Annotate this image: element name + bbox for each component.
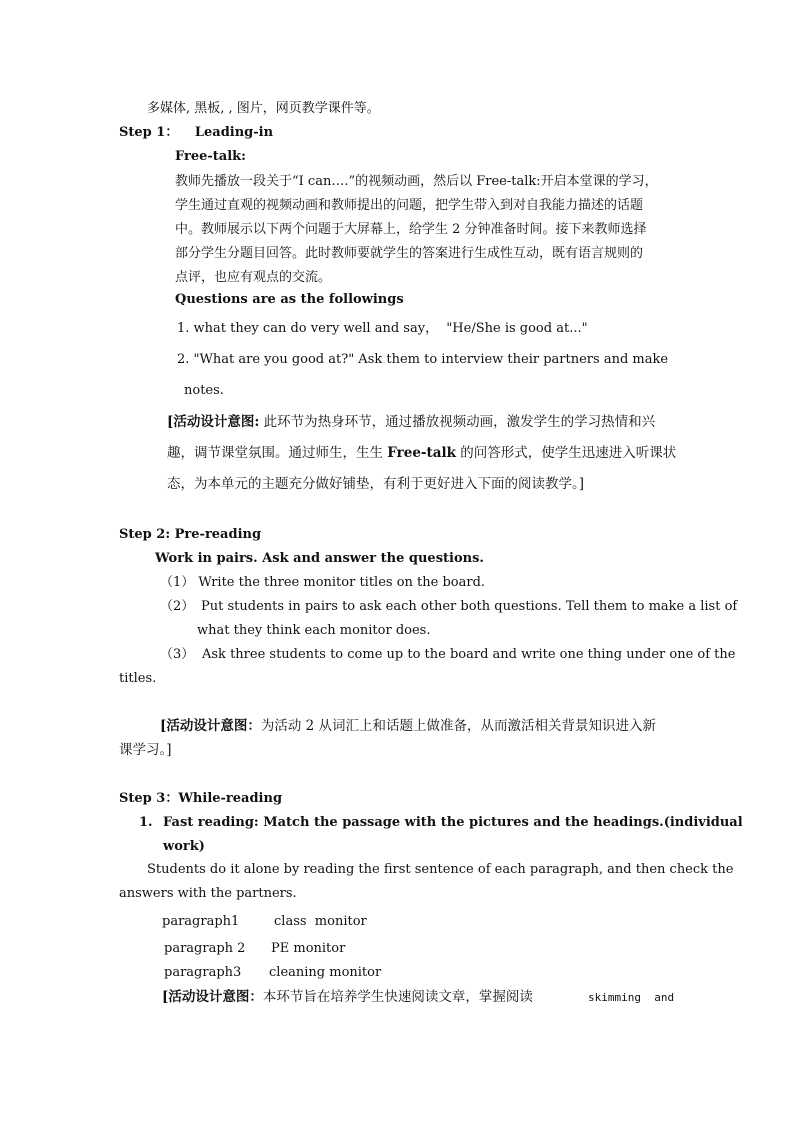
step3-desc-line-2: answers with the partners. [119, 886, 297, 901]
match-para-2: paragraph 2 [164, 941, 246, 956]
match-monitor-3: cleaning monitor [269, 965, 382, 980]
step1-intent-label: [活动设计意图: [167, 414, 260, 430]
step3-heading: Step 3：While-reading [119, 791, 283, 806]
questions-heading: Questions are as the followings [175, 292, 404, 307]
step1-intent-line-2: 趣，调节课堂氛围。通过师生，生生 Free-talk 的问答形式，使学生迅速进入听课状 [167, 445, 677, 461]
step2-subheading: Work in pairs. Ask and answer the questions. [155, 551, 484, 566]
step2-item-2-num: （2） [160, 599, 195, 614]
step1-para-line-3: 中。教师展示以下两个问题于大屏幕上，给学生 2 分钟准备时间。接下来教师选择 [175, 222, 647, 237]
step3-intent-line-1: [活动设计意图：本环节旨在培养学生快速阅读文章，掌握阅读 [162, 989, 533, 1005]
step2-intent-line-1: [活动设计意图：为活动 2 从词汇上和话题上做准备，从而激活相关背景知识进入新 [160, 718, 657, 734]
step1-para-line-1: 教师先播放一段关于“I can….”的视频动画，然后以 Free-talk:开启本堂课的学习， [175, 174, 658, 189]
free-talk-emphasis: Free-talk [387, 445, 457, 461]
step1-para-line-5: 点评，也应有观点的交流。 [175, 270, 332, 285]
step3-intent-mono: skimming and [588, 991, 675, 1004]
question-2-line-2: notes. [184, 383, 224, 398]
question-1: 1. what they can do very well and say， "He/She is good at..." [177, 321, 588, 336]
step2-item-1-num: （1） [160, 575, 195, 590]
step3-item-1-num: 1. [139, 815, 153, 830]
step1-intent-line-1: [活动设计意图: 此环节为热身环节，通过播放视频动画，激发学生的学习热情和兴 [167, 414, 656, 430]
step2-item-3-line-1: Ask three students to come up to the board and write one thing under one of the [202, 647, 736, 662]
step1-label: Step 1： [119, 125, 179, 140]
step1-heading [119, 125, 273, 141]
step2-item-1: （1） Write the three monitor titles on the board. [160, 575, 486, 590]
step3-item-1-line-2: work) [163, 839, 205, 854]
question-2-line-1: 2. "What are you good at?" Ask them to interview their partners and make [177, 352, 669, 367]
step1-title: Leading-in [194, 125, 274, 140]
step2-intent-line-2: 课学习。] [119, 742, 172, 758]
step2-heading: Step 2: Pre-reading [119, 527, 262, 542]
match-para-1: paragraph1 [162, 914, 240, 929]
match-monitor-2: PE monitor [271, 941, 346, 956]
step2-intent-label: [活动设计意图： [160, 718, 261, 734]
step3-desc-line-1: Students do it alone by reading the first sentence of each paragraph, and then check the [147, 862, 734, 877]
step1-para-line-4: 部分学生分题目回答。此时教师要就学生的答案进行生成性互动，既有语言规则的 [175, 246, 644, 261]
step1-para-line-2: 学生通过直观的视频动画和教师提出的问题，把学生带入到对自我能力描述的话题 [175, 198, 644, 213]
step2-item-3-num: （3） [160, 647, 195, 662]
step2-item-2-line-1: Put students in pairs to ask each other both questions. Tell them to make a list of [201, 599, 738, 614]
free-talk-label: Free-talk: [175, 149, 246, 164]
step3-intent-label: [活动设计意图： [162, 989, 263, 1005]
step1-intent-line-3: 态，为本单元的主题充分做好铺垫，有利于更好进入下面的阅读教学。] [167, 476, 585, 492]
match-para-3: paragraph3 [164, 965, 242, 980]
match-monitor-1: class monitor [274, 914, 367, 929]
step2-item-2-line-2: what they think each monitor does. [197, 623, 431, 638]
step2-item-3-line-2: titles. [119, 671, 157, 686]
step3-item-1-line-1: Fast reading: Match the passage with the pictures and the headings.(individual [163, 815, 743, 830]
materials-line: 多媒体, 黑板, , 图片，网页教学课件等。 [147, 101, 380, 116]
